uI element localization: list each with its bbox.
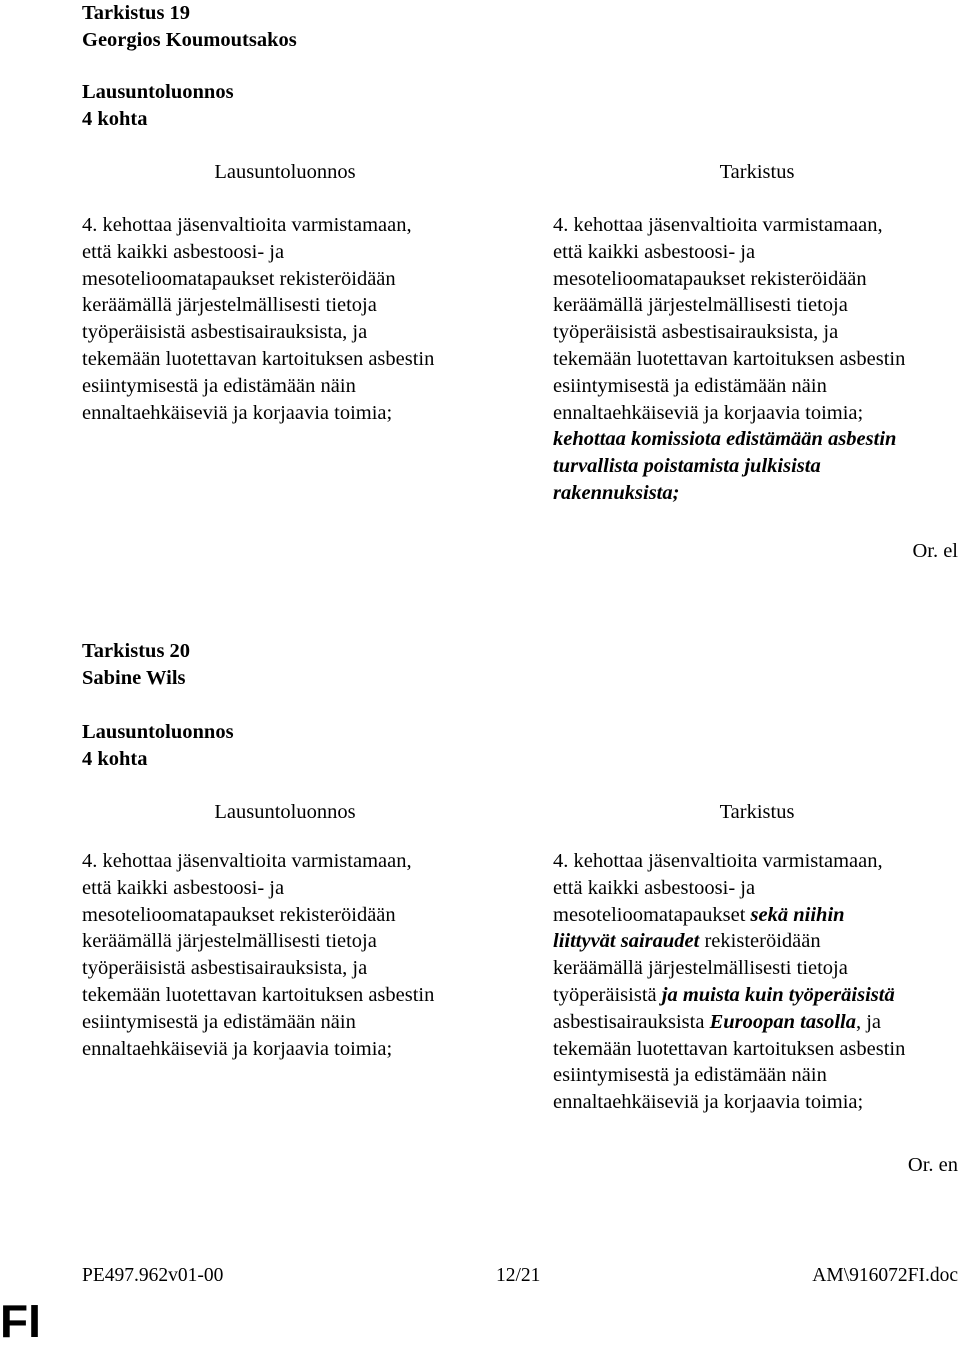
amended-text-column <box>553 848 905 1116</box>
text-line: keräämällä järjestelmällisesti tietoja <box>553 294 848 317</box>
text-line: esiintymisestä ja edistämään näin <box>553 1064 827 1087</box>
amendment-target-doc: Lausuntoluonnos <box>82 721 234 743</box>
text-line: ennaltaehkäiseviä ja korjaavia toimia; <box>553 1091 864 1114</box>
text-line: työperäisistä asbestisairauksista, ja <box>553 321 839 344</box>
added-text: ja muista kuin työperäisistä <box>661 983 895 1006</box>
text-line: että kaikki asbestoosi- ja <box>553 876 756 899</box>
text-line: esiintymisestä ja edistämään näin <box>553 374 827 397</box>
text-span: mesotelioomatapaukset <box>553 903 751 926</box>
text-span: rekisteröidään <box>699 930 821 953</box>
text-line: tekemään luotettavan kartoituksen asbestin <box>553 347 906 370</box>
amendment-author: Georgios Koumoutsakos <box>82 29 297 51</box>
text-line: että kaikki asbestoosi- ja <box>82 240 285 263</box>
text-line <box>553 902 905 929</box>
text-line <box>553 1009 905 1036</box>
text-line: mesotelioomatapaukset rekisteröidään <box>553 267 867 290</box>
amendment-author: Sabine Wils <box>82 667 186 689</box>
footer-file-name: AM\916072FI.doc <box>812 1265 958 1286</box>
text-line: tekemään luotettavan kartoituksen asbestin <box>82 347 435 370</box>
column-heading-amendment: Tarkistus <box>719 161 795 183</box>
footer-page-number: 12/21 <box>496 1265 541 1286</box>
amendment-number: Tarkistus 19 <box>82 2 191 24</box>
added-text-line: rakennuksista; <box>553 481 680 504</box>
original-text-column <box>82 212 434 426</box>
text-line: ennaltaehkäiseviä ja korjaavia toimia; <box>553 401 864 424</box>
text-line: 4. kehottaa jäsenvaltioita varmistamaan, <box>82 214 412 236</box>
added-text-line: turvallista poistamista julkisista <box>553 455 821 478</box>
added-text: sekä niihin <box>750 903 845 926</box>
added-text-line: kehottaa komissiota edistämään asbestin <box>553 428 897 451</box>
language-code: FI <box>0 1295 41 1347</box>
text-line: esiintymisestä ja edistämään näin <box>82 374 356 397</box>
text-span: , ja <box>855 1010 882 1033</box>
footer-doc-ref: PE497.962v01-00 <box>82 1265 224 1286</box>
original-text-column <box>82 848 434 1062</box>
text-line: mesotelioomatapaukset rekisteröidään <box>82 903 396 926</box>
text-line: keräämällä järjestelmällisesti tietoja <box>82 930 377 953</box>
text-line <box>553 982 905 1009</box>
text-line: 4. kehottaa jäsenvaltioita varmistamaan, <box>82 850 412 872</box>
text-line: työperäisistä asbestisairauksista, ja <box>82 957 368 980</box>
amendment-target-point: 4 kohta <box>82 748 148 770</box>
text-line: ennaltaehkäiseviä ja korjaavia toimia; <box>82 401 393 424</box>
original-language: Or. el <box>912 540 958 562</box>
text-line: tekemään luotettavan kartoituksen asbestin <box>553 1037 906 1060</box>
text-span: työperäisistä <box>553 983 662 1006</box>
text-line: 4. kehottaa jäsenvaltioita varmistamaan, <box>553 850 883 872</box>
added-text: liittyvät sairaudet <box>553 930 700 953</box>
text-line: tekemään luotettavan kartoituksen asbestin <box>82 983 435 1006</box>
text-line: että kaikki asbestoosi- ja <box>553 240 756 263</box>
amended-text-column <box>553 212 905 507</box>
amendment-number: Tarkistus 20 <box>82 640 191 662</box>
text-line: työperäisistä asbestisairauksista, ja <box>82 321 368 344</box>
text-line <box>553 928 905 955</box>
text-line: keräämällä järjestelmällisesti tietoja <box>82 294 377 317</box>
text-line: että kaikki asbestoosi- ja <box>82 876 285 899</box>
amendment-target-point: 4 kohta <box>82 108 148 130</box>
text-line: esiintymisestä ja edistämään näin <box>82 1010 356 1033</box>
column-heading-original: Lausuntoluonnos <box>214 801 356 823</box>
text-line: ennaltaehkäiseviä ja korjaavia toimia; <box>82 1037 393 1060</box>
text-line: 4. kehottaa jäsenvaltioita varmistamaan, <box>553 214 883 236</box>
text-line: mesotelioomatapaukset rekisteröidään <box>82 267 396 290</box>
column-heading-amendment: Tarkistus <box>719 801 795 823</box>
original-language: Or. en <box>907 1154 958 1176</box>
text-line: keräämällä järjestelmällisesti tietoja <box>553 957 848 980</box>
amendment-target-doc: Lausuntoluonnos <box>82 81 234 103</box>
text-span: asbestisairauksista <box>553 1010 710 1033</box>
added-text: Euroopan tasolla <box>709 1010 856 1033</box>
column-heading-original: Lausuntoluonnos <box>214 161 356 183</box>
